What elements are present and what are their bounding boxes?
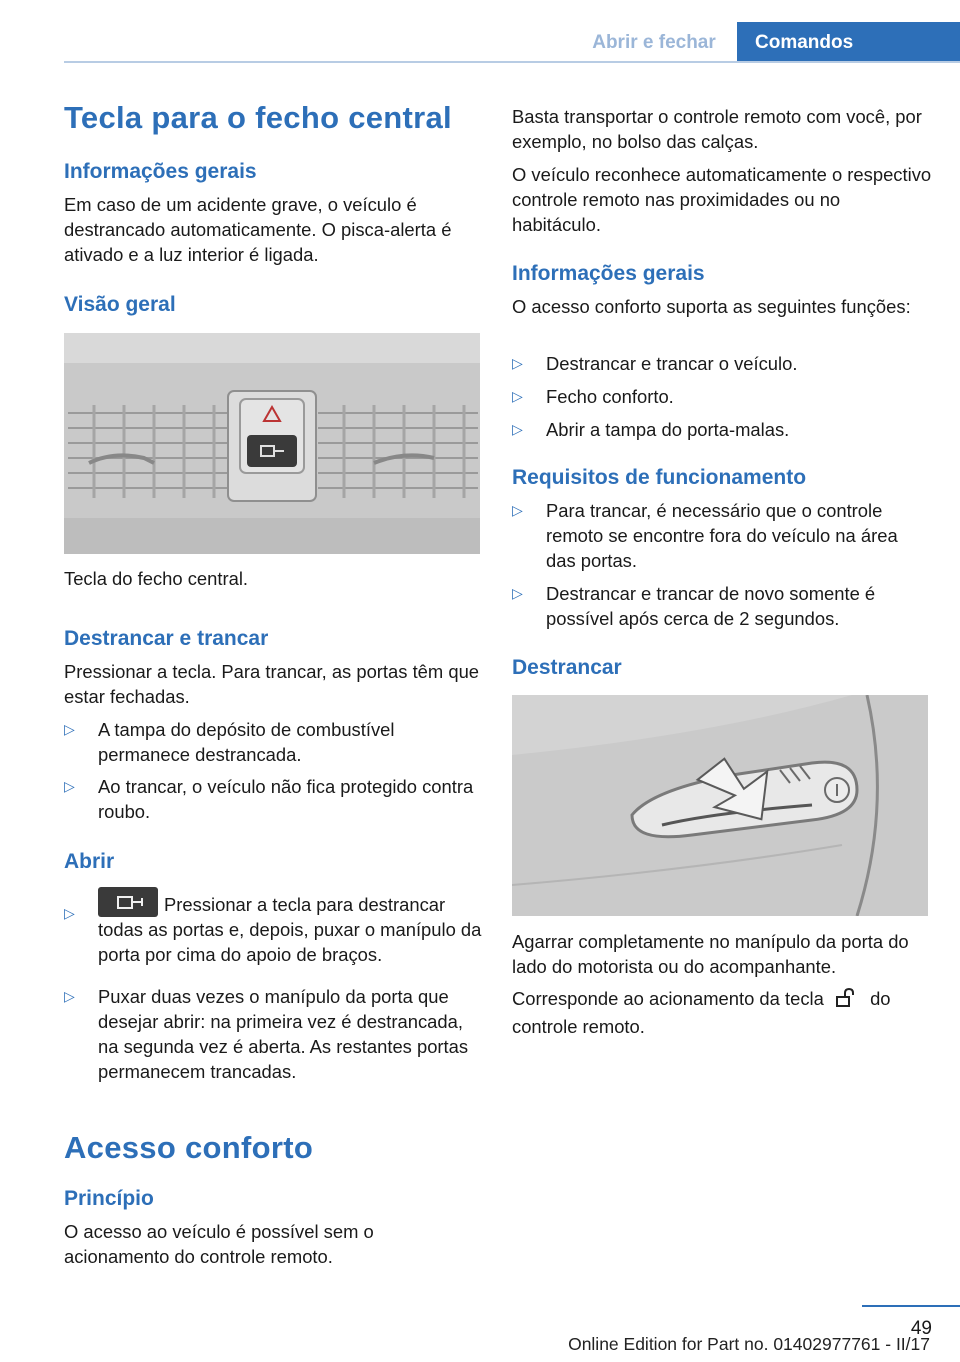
heading-overview: Visão geral xyxy=(64,293,176,316)
paragraph-general-info: Em caso de um acidente grave, o veículo é destrancado automaticamente. O pisca-alerta é ativado e a luz interior é ligada. xyxy=(64,194,452,265)
triangle-right-icon: ▷ xyxy=(512,355,523,371)
triangle-right-icon: ▷ xyxy=(64,988,75,1004)
heading-unlock: Destrancar xyxy=(512,656,622,679)
list-item-text: Para trancar, é necessário que o controle remoto se encontre fora do veículo na área das portas. xyxy=(546,500,898,571)
list-item-text: Ao trancar, o veículo não fica protegido contra roubo. xyxy=(98,776,474,822)
footer-edition: Online Edition for Part no. 01402977761 - II/17 xyxy=(568,1334,930,1354)
heading-comfort-access: Acesso conforto xyxy=(64,1130,314,1165)
figure-caption: Tecla do fecho central. xyxy=(64,568,249,589)
list-item-text: Abrir a tampa do porta-malas. xyxy=(546,419,790,440)
triangle-right-icon: ▷ xyxy=(512,585,523,601)
central-lock-illustration xyxy=(64,333,480,554)
paragraph-recognize-remote: O veículo reconhece automaticamente o respectivo controle remoto nas proximidades ou no habitáculo. xyxy=(512,164,932,235)
heading-central-lock: Tecla para o fecho central xyxy=(64,100,452,135)
list-item-text xyxy=(98,887,484,967)
triangle-right-icon: ▷ xyxy=(64,778,75,794)
list-item-text: Fecho conforto. xyxy=(546,386,674,407)
header-rule xyxy=(64,61,960,63)
paragraph-carry-remote: Basta transportar o controle remoto com você, por exemplo, no bolso das calças. xyxy=(512,106,922,152)
heading-principle: Princípio xyxy=(64,1187,154,1210)
door-handle-illustration xyxy=(512,695,928,916)
triangle-right-icon: ▷ xyxy=(64,905,75,921)
header-section-tab: Abrir e fechar xyxy=(571,22,737,62)
heading-general-info-right: Informações gerais xyxy=(512,262,705,285)
triangle-right-icon: ▷ xyxy=(512,502,523,518)
heading-requirements: Requisitos de funcionamento xyxy=(512,466,807,489)
door-handle-figure xyxy=(512,695,928,916)
page-number: 49 xyxy=(910,1318,932,1339)
list-item-label: Pressionar a tecla para destrancar todas as portas e, depois, puxar o manípulo da porta por cima do apoio de braços. xyxy=(98,894,482,965)
paragraph-unlock-lock: Pressionar a tecla. Para trancar, as portas têm que estar fechadas. xyxy=(64,661,480,707)
heading-general-info: Informações gerais xyxy=(64,160,257,183)
corresponds-text-before: Corresponde ao acionamento da tecla xyxy=(512,988,824,1009)
triangle-right-icon: ▷ xyxy=(512,388,523,404)
paragraph-principle: O acesso ao veículo é possível sem o acionamento do controle remoto. xyxy=(64,1221,374,1267)
door-lock-icon xyxy=(98,887,158,917)
triangle-right-icon: ▷ xyxy=(64,721,75,737)
paragraph-functions: O acesso conforto suporta as seguintes funções: xyxy=(512,296,911,317)
list-item-text: Destrancar e trancar o veículo. xyxy=(546,353,798,374)
paragraph-corresponds xyxy=(512,986,932,1039)
header-chapter-tab: Comandos xyxy=(737,22,960,63)
central-lock-figure xyxy=(64,333,480,554)
paragraph-grab-handle: Agarrar completamente no manípulo da porta do lado do motorista ou do acompanhante. xyxy=(512,931,909,977)
triangle-right-icon: ▷ xyxy=(512,421,523,437)
list-item-text: Puxar duas vezes o manípulo da porta que desejar abrir: na primeira vez é destrancada, na segunda vez é aberta. As restantes portas permanecem trancadas. xyxy=(98,986,469,1082)
list-item-text: Destrancar e trancar de novo somente é possível após cerca de 2 segundos. xyxy=(546,583,876,629)
corresponds-text-after: do controle remoto. xyxy=(512,988,891,1037)
footer-rule xyxy=(862,1305,960,1307)
unlock-icon xyxy=(833,988,861,1014)
list-item-text: A tampa do depósito de combustível permanece destrancada. xyxy=(98,719,395,765)
heading-unlock-lock: Destrancar e trancar xyxy=(64,627,269,650)
heading-open: Abrir xyxy=(64,850,115,873)
